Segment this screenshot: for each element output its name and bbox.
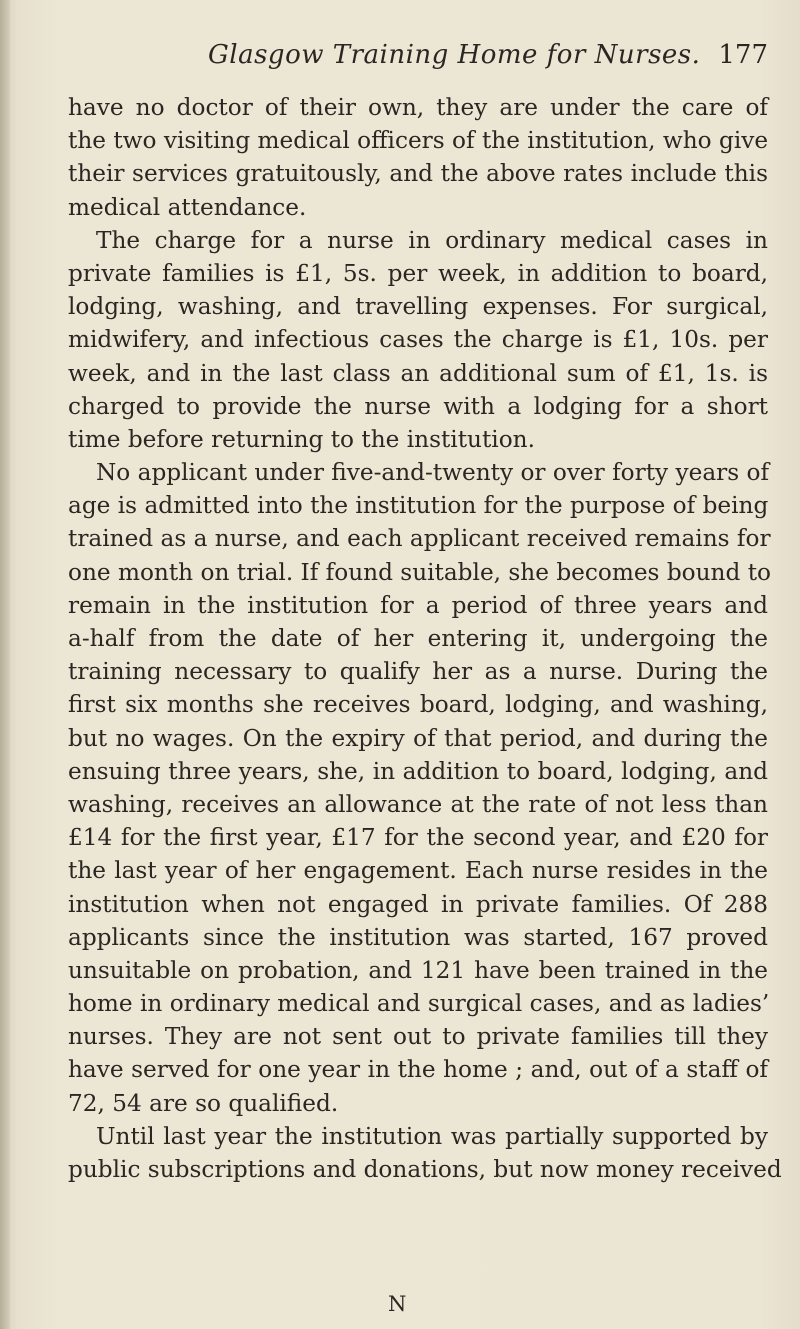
signature-mark: N	[388, 1292, 407, 1316]
text-line: the last year of her engagement. Each nurse resides in the	[68, 857, 768, 885]
body-text	[68, 91, 782, 1186]
text-line: their services gratuitously, and the above rates include this	[68, 160, 768, 188]
text-line: home in ordinary medical and surgical cases, and as ladies’	[68, 990, 770, 1018]
text-line: washing, receives an allowance at the rate of not less than	[68, 790, 768, 818]
text-line: Until last year the institution was partially supported by	[96, 1122, 768, 1150]
text-line: unsuitable on probation, and 121 have been trained in the	[68, 956, 768, 984]
text-line: a-half from the date of her entering it, undergoing the	[68, 625, 768, 652]
text-line: medical attendance.	[68, 193, 307, 221]
text-line: age is admitted into the institution for the purpose of being	[68, 492, 769, 520]
page-binding-edge	[0, 0, 10, 1329]
running-head	[68, 40, 768, 80]
running-title: Glasgow Training Home for Nurses.	[208, 40, 701, 70]
text-line: training necessary to qualify her as a nurse. During the	[68, 658, 768, 686]
text-line: nurses. They are not sent out to private families till they	[68, 1023, 768, 1051]
text-line: the two visiting medical officers of the institution, who give	[68, 127, 769, 155]
text-line: midwifery, and infectious cases the charge is £1, 10s. per	[68, 326, 768, 354]
text-line: 72, 54 are so qualified.	[68, 1089, 339, 1117]
text-line: but no wages. On the expiry of that period, and during the	[68, 724, 768, 752]
text-line: lodging, washing, and travelling expenses. For surgical,	[68, 293, 768, 321]
text-line: charged to provide the nurse with a lodging for a short	[68, 392, 768, 420]
text-line: first six months she receives board, lodging, and washing,	[68, 691, 768, 719]
text-line: institution when not engaged in private families. Of 288	[68, 890, 768, 918]
text-line: private families is £1, 5s. per week, in addition to board,	[68, 259, 768, 287]
text-line: one month on trial. If found suitable, she becomes bound to	[68, 558, 771, 586]
text-line: trained as a nurse, and each applicant received remains for	[68, 525, 771, 553]
text-line: applicants since the institution was started, 167 proved	[68, 923, 768, 951]
text-line: remain in the institution for a period of three years and	[68, 591, 768, 619]
text-line: No applicant under five-and-twenty or over forty years of	[96, 459, 770, 487]
page-number: 177	[718, 40, 768, 70]
text-line: ensuing three years, she, in addition to board, lodging, and	[68, 757, 768, 785]
text-line: have served for one year in the home ; and, out of a staff of	[68, 1056, 768, 1084]
text-line: £14 for the first year, £17 for the second year, and £20 for	[68, 824, 768, 852]
text-line: time before returning to the institution.	[68, 425, 535, 453]
text-line: week, and in the last class an additional sum of £1, 1s. is	[68, 359, 768, 387]
text-line: The charge for a nurse in ordinary medical cases in	[96, 226, 768, 254]
text-line: have no doctor of their own, they are under the care of	[68, 94, 768, 121]
text-line: public subscriptions and donations, but now money received	[68, 1156, 782, 1183]
